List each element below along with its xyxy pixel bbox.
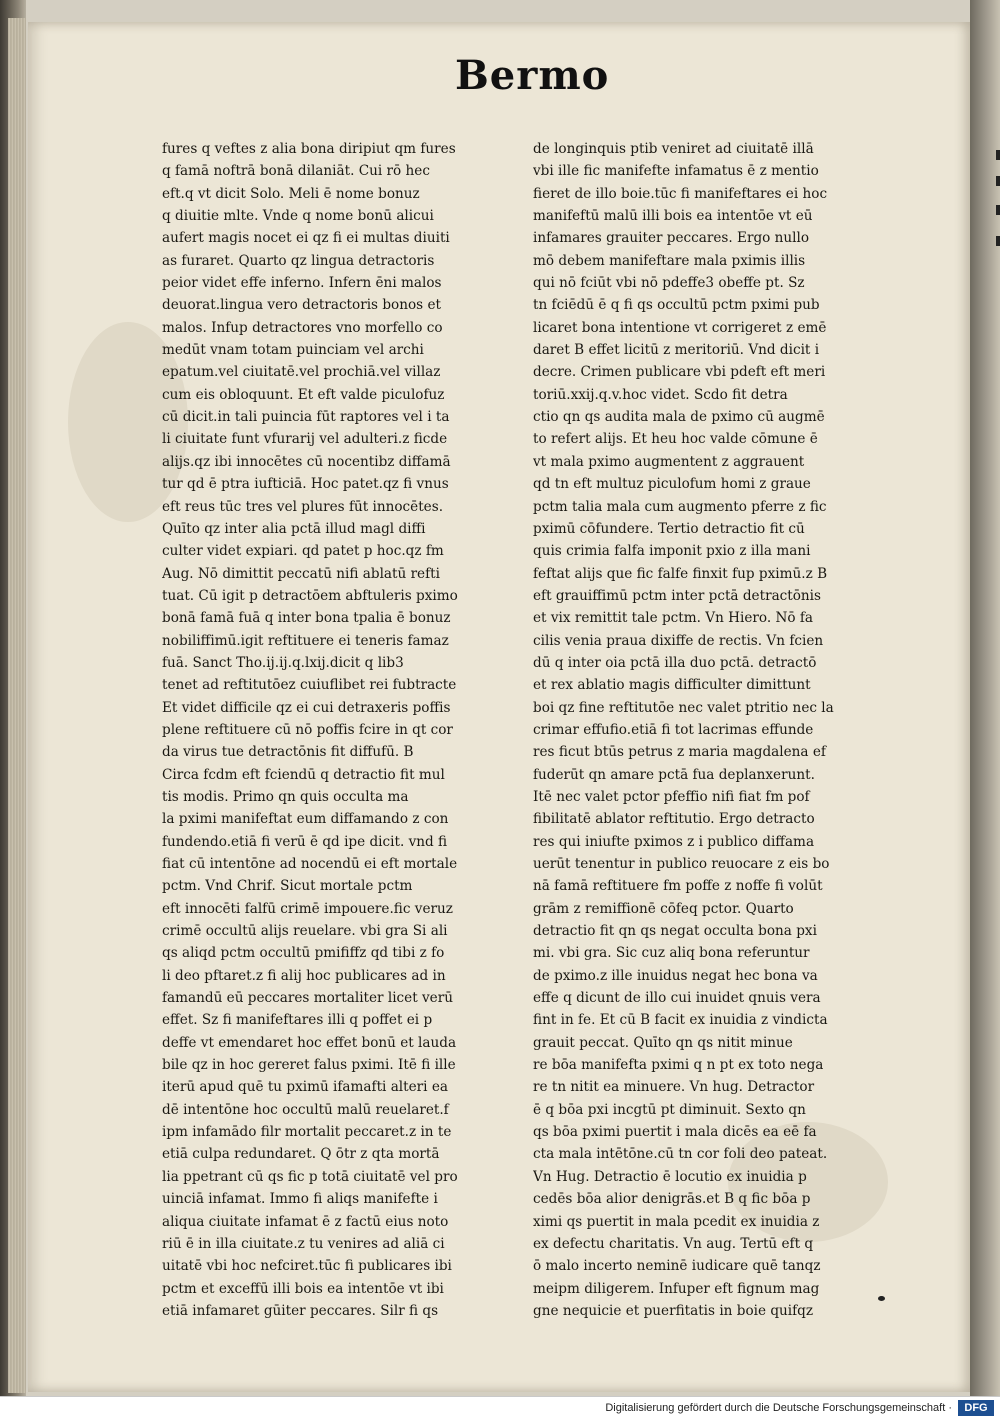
text-line: q famā noftrā bonā dilaniāt. Cui rō hec xyxy=(162,163,430,180)
text-line: detractio fit qn qs negat occulta bona pxi xyxy=(533,923,817,940)
text-line: feftat alijs que fic falfe finxit fup pximū.z B xyxy=(533,565,828,582)
text-line: malos. Infup detractores vno morfello co xyxy=(162,319,443,336)
text-line: qs aliqd pctm occultū pmififfz qd tibi z fo xyxy=(162,945,445,962)
text-line: uerūt tenentur in publico reuocare z eis bo xyxy=(533,856,830,872)
text-line: etiā infamaret gūiter peccares. Silr fi qs xyxy=(162,1302,439,1319)
text-line: cilis venia praua dixiffe de rectis. Vn fcien xyxy=(533,632,824,649)
text-line: infamares grauiter peccares. Ergo nullo xyxy=(533,230,810,247)
page-stack-edge xyxy=(8,18,26,1393)
text-line: vbi ille fic manifefte infamatus ē z mentio xyxy=(533,163,819,180)
text-line: qs bōa pximi puertit i mala dicēs ea eē fa xyxy=(533,1124,817,1141)
text-line: li deo pftaret.z fi alij hoc publicares ad in xyxy=(162,967,446,984)
text-line: aliqua ciuitate infamat ē z factū eius noto xyxy=(162,1213,449,1230)
text-line: cedēs bōa alior denigrās.et B q fic bōa p xyxy=(533,1191,811,1208)
text-line: q diuitie mlte. Vnde q nome bonū alicui xyxy=(162,208,434,225)
text-line: qui nō fciūt vbi nō pdeffe3 obeffe pt. Sz xyxy=(533,275,805,292)
text-line: grauit peccat. Quīto qn qs nitit minue xyxy=(533,1034,793,1051)
text-line: res ficut btūs petrus z maria magdalena ef xyxy=(533,744,826,761)
text-line: effe q dicunt de illo cui inuidet qnuis vera xyxy=(533,990,821,1007)
text-line: riū ē in illa ciuitate.z tu venires ad aliā ci xyxy=(162,1235,445,1252)
text-line: re bōa manifefta pximi q n pt ex toto nega xyxy=(533,1057,824,1074)
text-line: dū q inter oia pctā illa duo pctā. detractō xyxy=(533,654,817,671)
text-line: fures q veftes z alia bona diripiut qm fures xyxy=(162,141,456,157)
text-line: li ciuitate funt vfurarij vel adulteri.z ficde xyxy=(162,431,448,448)
text-line: re tn nitit ea minuere. Vn hug. Detractor xyxy=(533,1079,815,1096)
digitization-footer xyxy=(0,1396,1000,1420)
text-line: daret B effet licitū z meritoriū. Vnd dicit i xyxy=(533,342,820,359)
text-line: alijs.qz ibi innocētes cū nocentibz diffamā xyxy=(162,453,451,470)
text-line: cta mala intētōne.cū tn cor foli deo pateat. xyxy=(533,1146,828,1163)
text-line: medūt vnam totam puinciam vel archi xyxy=(162,342,424,359)
text-line: famandū eū peccares mortaliter licet verū xyxy=(162,990,453,1007)
text-line: crimar effufio.etiā fi tot lacrimas effunde xyxy=(533,721,814,738)
text-line: ex defectu charitatis. Vn aug. Tertū eft q xyxy=(533,1235,814,1252)
text-line: eft grauiffimū pctm inter pctā detractōnis xyxy=(533,587,822,604)
text-line: vt mala pximo augmentent z aggrauent xyxy=(533,453,805,470)
adjacent-page-mark xyxy=(996,205,1000,215)
text-line: etiā culpa redundaret. Q ōtr z qta mortā xyxy=(162,1146,440,1163)
text-line: tur qd ē ptra iufticiā. Hoc patet.qz fi vnus xyxy=(162,476,449,493)
text-line: mi. vbi gra. Sic cuz aliq bona referuntur xyxy=(533,945,810,962)
text-line: Vn Hug. Detractio ē locutio ex inuidia p xyxy=(533,1168,807,1185)
text-line: fint in fe. Et cū B facit ex inuidia z vindicta xyxy=(533,1012,828,1029)
text-line: gne nequicie et puerfitatis in boie quifqz xyxy=(533,1302,814,1319)
text-line: bonā famā fuā q inter bona tpalia ē bonuz xyxy=(162,610,451,627)
text-line: bile qz in hoc gereret falus pximi. Itē fi ille xyxy=(162,1057,456,1074)
text-line: de pximo.z ille inuidus negat hec bona va xyxy=(533,967,818,984)
text-line: plene reftituere cū nō poffis fcire in qt cor xyxy=(162,721,453,738)
text-line: uinciā infamat. Immo fi aliqs manifefte i xyxy=(162,1191,438,1208)
text-line: manifeftū malū illi bois ea intentōe vt eū xyxy=(533,208,813,225)
footer-credit: Digitalisierung gefördert durch die Deutsche Forschungsgemeinschaft · xyxy=(605,1402,952,1414)
text-line: to refert alijs. Et heu hoc valde cōmune ē xyxy=(533,431,818,448)
text-line: et vix remittit tale pctm. Vn Hiero. Nō fa xyxy=(533,610,814,627)
text-line: Et videt difficile qz ei cui detraxeris poffis xyxy=(162,699,451,716)
text-line: deffe vt emendaret hoc effet bonū et lauda xyxy=(162,1034,457,1051)
text-line: ctio qn qs audita mala de pximo cū augmē xyxy=(533,409,825,426)
text-line: et rex ablatio magis difficulter dimittunt xyxy=(533,677,811,694)
text-line: tis modis. Primo qn quis occulta ma xyxy=(162,788,409,805)
text-line: cū dicit.in tali puincia fūt raptores vel i ta xyxy=(162,409,450,426)
text-line: fiat cū intentōne ad nocendū ei eft mortale xyxy=(162,856,458,872)
text-line: epatum.vel ciuitatē.vel prochiā.vel villaz xyxy=(162,364,441,381)
text-line: ipm infamādo filr mortalit peccaret.z in te xyxy=(162,1124,452,1141)
text-line: effet. Sz fi manifeftares illi q poffet ei p xyxy=(162,1012,433,1029)
text-line: da virus tue detractōnis fit diffufū. B xyxy=(162,744,414,761)
text-line: iterū apud quē tu pximū ifamafti alteri ea xyxy=(162,1079,448,1096)
text-line: culter videt expiari. qd patet p hoc.qz fm xyxy=(162,543,444,560)
text-line: boi qz fine reftitutōe nec valet ptritio nec la xyxy=(533,699,834,716)
text-line: aufert magis nocet ei qz fi ei multas diuiti xyxy=(162,230,450,247)
text-line: Circa fcdm eft fciendū q detractio fit mul xyxy=(162,766,445,783)
text-line: la pximi manifeftat eum diffamando z con xyxy=(162,811,449,828)
adjacent-page-mark xyxy=(996,176,1000,186)
text-line: Aug. Nō dimittit peccatū nifi ablatū refti xyxy=(162,565,440,582)
text-line: dē intentōne hoc occultū malū reuelaret.f xyxy=(162,1101,449,1118)
text-line: tn fciēdū ē q fi qs occultū pctm pximi pub xyxy=(533,297,820,314)
text-line: mō debem manifeftare mala pximis illis xyxy=(533,252,806,269)
text-line: tuat. Cū igit p detractōem abftuleris pximo xyxy=(162,587,458,604)
text-line: fieret de illo boie.tūc fi manifeftares ei hoc xyxy=(533,185,828,202)
text-line: cum eis obloquunt. Et eft valde piculofuz xyxy=(162,386,445,403)
text-line: decre. Crimen publicare vbi pdeft eft meri xyxy=(533,364,826,381)
text-line: fuderūt qn amare pctā fua deplanxerunt. xyxy=(533,766,815,783)
adjacent-page-mark xyxy=(996,150,1000,160)
running-head: Bermo xyxy=(455,52,610,99)
text-line: ximi qs puertit in mala pcedit ex inuidia z xyxy=(533,1213,820,1230)
text-line: eft reus tūc tres vel plures fūt innocētes. xyxy=(162,498,444,515)
adjacent-page-mark xyxy=(996,236,1000,246)
text-line: licaret bona intentione vt corrigeret z emē xyxy=(533,319,827,336)
text-column-right xyxy=(533,138,881,1322)
dfg-logo: DFG xyxy=(958,1400,994,1416)
text-line: pctm talia mala cum augmento pferre z fic xyxy=(533,498,827,515)
text-line: pctm. Vnd Chrif. Sicut mortale pctm xyxy=(162,878,413,895)
text-column-left xyxy=(162,138,510,1322)
text-line: peior videt effe inferno. Infern ēni malos xyxy=(162,275,442,292)
text-line: ō malo incerto neminē iudicare quē tanqz xyxy=(533,1258,821,1275)
text-line: tenet ad reftitutōez cuiuflibet rei fubtracte xyxy=(162,677,457,694)
text-line: Quīto qz inter alia pctā illud magl diffi xyxy=(162,520,426,537)
text-line: res qui iniufte pximos z i publico diffama xyxy=(533,833,815,850)
text-line: nobiliffimū.igit reftituere ei teneris famaz xyxy=(162,632,449,649)
text-line: grām z remiffionē cōfeq pctor. Quarto xyxy=(533,900,794,917)
text-line: as furaret. Quarto qz lingua detractoris xyxy=(162,252,435,269)
text-line: toriū.xxij.q.v.hoc videt. Scdo fit detra xyxy=(533,386,788,403)
text-line: qd tn eft multuz piculofum homi z graue xyxy=(533,476,811,493)
text-line: uitatē vbi hoc nefciret.tūc fi publicares ibi xyxy=(162,1258,452,1275)
ink-blot xyxy=(878,1296,885,1301)
text-line: pctm et exceffū illi bois ea intentōe vt ibi xyxy=(162,1280,444,1297)
text-line: eft innocēti falfū crimē impouere.fic veruz xyxy=(162,900,453,917)
text-line: de longinquis ptib veniret ad ciuitatē illā xyxy=(533,141,814,157)
text-line: nā famā reftituere fm poffe z noffe fi volūt xyxy=(533,878,823,895)
text-line: fuā. Sanct Tho.ij.ij.q.lxij.dicit q lib3 xyxy=(162,654,404,671)
text-line: fibilitatē ablator reftitutio. Ergo detracto xyxy=(533,811,815,828)
text-line: crimē occultū alijs reuelare. vbi gra Si ali xyxy=(162,923,448,940)
text-line: lia ppetrant cū qs fic p totā ciuitatē vel pro xyxy=(162,1168,458,1185)
text-line: eft.q vt dicit Solo. Meli ē nome bonuz xyxy=(162,185,420,202)
text-line: deuorat.lingua vero detractoris bonos et xyxy=(162,297,441,314)
text-line: meipm diligerem. Infuper eft fignum mag xyxy=(533,1280,820,1297)
text-line: Itē nec valet pctor pfeffio nifi fiat fm pof xyxy=(533,788,810,805)
text-line: quis crimia falfa imponit pxio z illa mani xyxy=(533,543,811,560)
text-line: fundendo.etiā fi verū ē qd ipe dicit. vnd fi xyxy=(162,833,448,850)
text-line: pximū cōfundere. Tertio detractio fit cū xyxy=(533,520,805,537)
text-line: ē q bōa pxi incgtū pt diminuit. Sexto qn xyxy=(533,1101,806,1118)
